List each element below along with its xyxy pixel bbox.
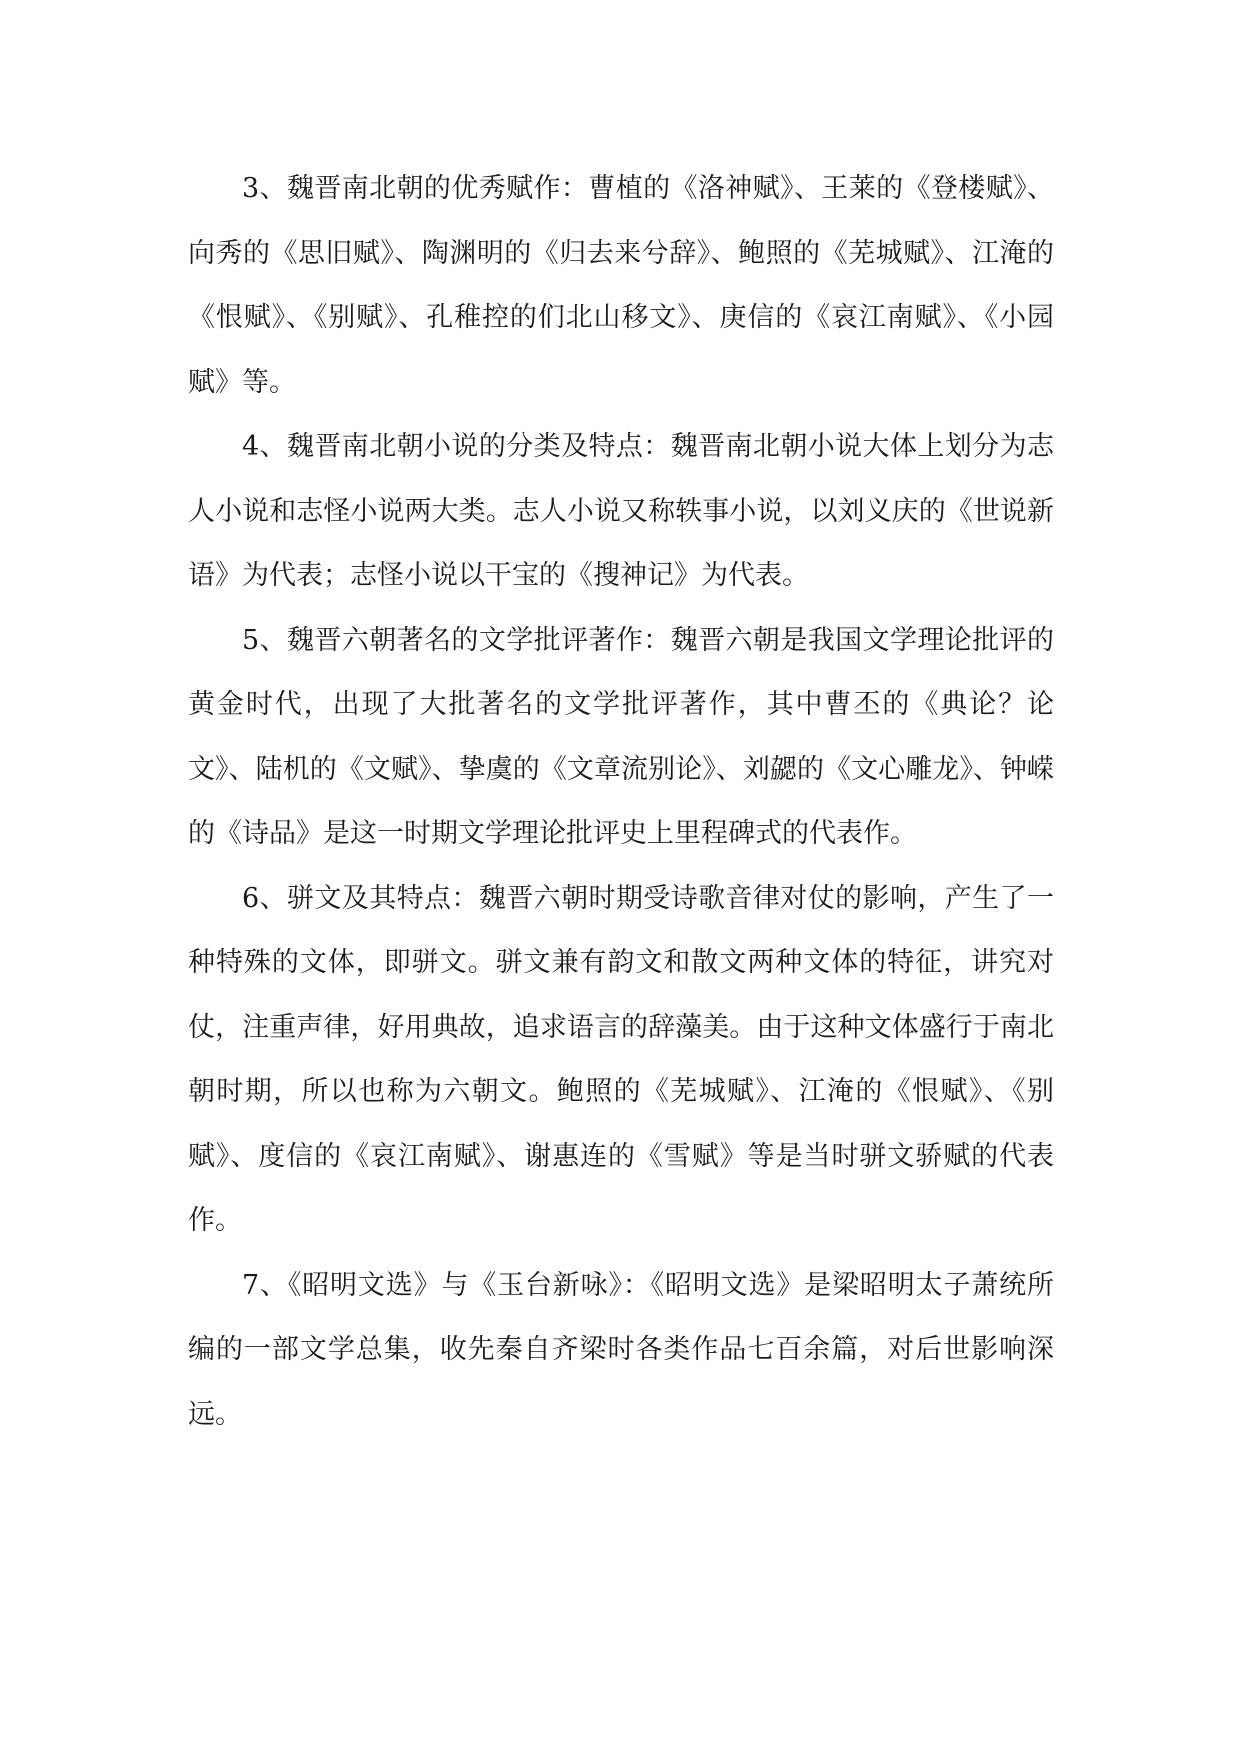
document-body <box>188 157 1054 1447</box>
paragraph-4-novels: 4、魏晋南北朝小说的分类及特点：魏晋南北朝小说大体上划分为志人小说和志怪小说两大类。志人小说又称轶事小说，以刘义庆的《世说新语》为代表；志怪小说以干宝的《搜神记》为代表。 <box>188 431 1054 591</box>
paragraph-6-parallel-prose: 6、骈文及其特点：魏晋六朝时期受诗歌音律对仗的影响，产生了一种特殊的文体，即骈文。骈文兼有韵文和散文两种文体的特征，讲究对仗，注重声律，好用典故，追求语言的辞藻美。由于这种文体盛行于南北朝时期，所以也称为六朝文。鲍照的《芜城赋》、江淹的《恨赋》、《别赋》、度信的《哀江南赋》、谢惠连的《雪赋》等是当时骈文骄赋的代表作。 <box>188 882 1054 1236</box>
paragraph-7-anthologies: 7、《昭明文选》与《玉台新咏》：《昭明文选》是梁昭明太子萧统所编的一部文学总集，收先秦自齐梁时各类作品七百余篇，对后世影响深远。 <box>188 1269 1054 1430</box>
paragraph-3-fu-works: 3、魏晋南北朝的优秀赋作：曹植的《洛神赋》、王莱的《登楼赋》、向秀的《思旧赋》、陶渊明的《归去来兮辞》、鲍照的《芜城赋》、江淹的《恨赋》、《别赋》、孔稚控的们北山移文》、庚信的《哀江南赋》、《小园赋》等。 <box>188 173 1054 398</box>
paragraph-5-literary-criticism: 5、魏晋六朝著名的文学批评著作：魏晋六朝是我国文学理论批评的黄金时代，出现了大批著名的文学批评著作，其中曹丕的《典论？论文》、陆机的《文赋》、挚虞的《文章流别论》、刘勰的《文心雕龙》、钟嵘的《诗品》是这一时期文学理论批评史上里程碑式的代表作。 <box>188 624 1054 849</box>
